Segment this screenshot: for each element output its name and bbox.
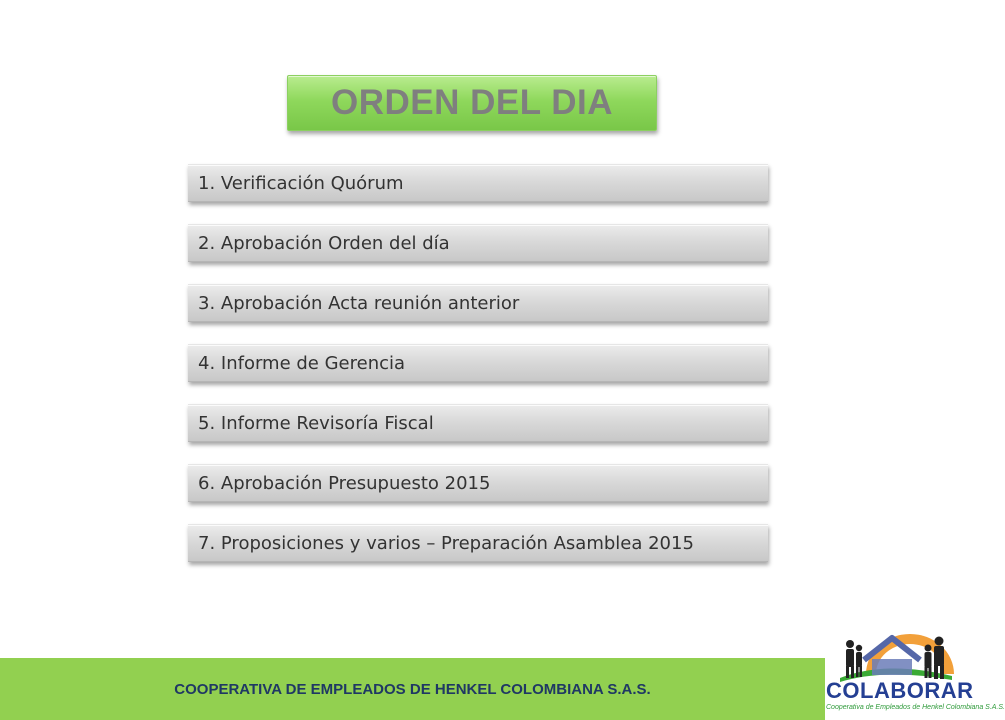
footer-text: COOPERATIVA DE EMPLEADOS DE HENKEL COLOMBIANA S.A.S. <box>174 681 651 698</box>
logo-wordmark: COLABORAR <box>826 678 974 703</box>
slide-title: ORDEN DEL DIA <box>331 83 613 122</box>
agenda-item-5 <box>188 404 768 442</box>
title-box <box>287 75 657 131</box>
agenda-item-6 <box>188 464 768 502</box>
agenda-item-text: 2. Aprobación Orden del día <box>198 232 450 254</box>
agenda-item-3 <box>188 284 768 322</box>
agenda-item-4 <box>188 344 768 382</box>
agenda-item-7 <box>188 524 768 562</box>
agenda-item-2 <box>188 224 768 262</box>
colaborar-logo <box>826 626 1005 720</box>
agenda-item-1 <box>188 164 768 202</box>
agenda-item-text: 4. Informe de Gerencia <box>198 352 406 374</box>
agenda-item-text: 1. Verificación Quórum <box>198 172 404 194</box>
logo-graphic-icon <box>826 626 960 682</box>
agenda-item-text: 6. Aprobación Presupuesto 2015 <box>198 472 491 494</box>
agenda-item-text: 3. Aprobación Acta reunión anterior <box>198 292 520 314</box>
logo-tagline: Cooperativa de Empleados de Henkel Colombiana S.A.S. <box>826 704 1005 711</box>
agenda-item-text: 5. Informe Revisoría Fiscal <box>198 412 434 434</box>
agenda-item-text: 7. Proposiciones y varios – Preparación Asamblea 2015 <box>198 532 694 554</box>
